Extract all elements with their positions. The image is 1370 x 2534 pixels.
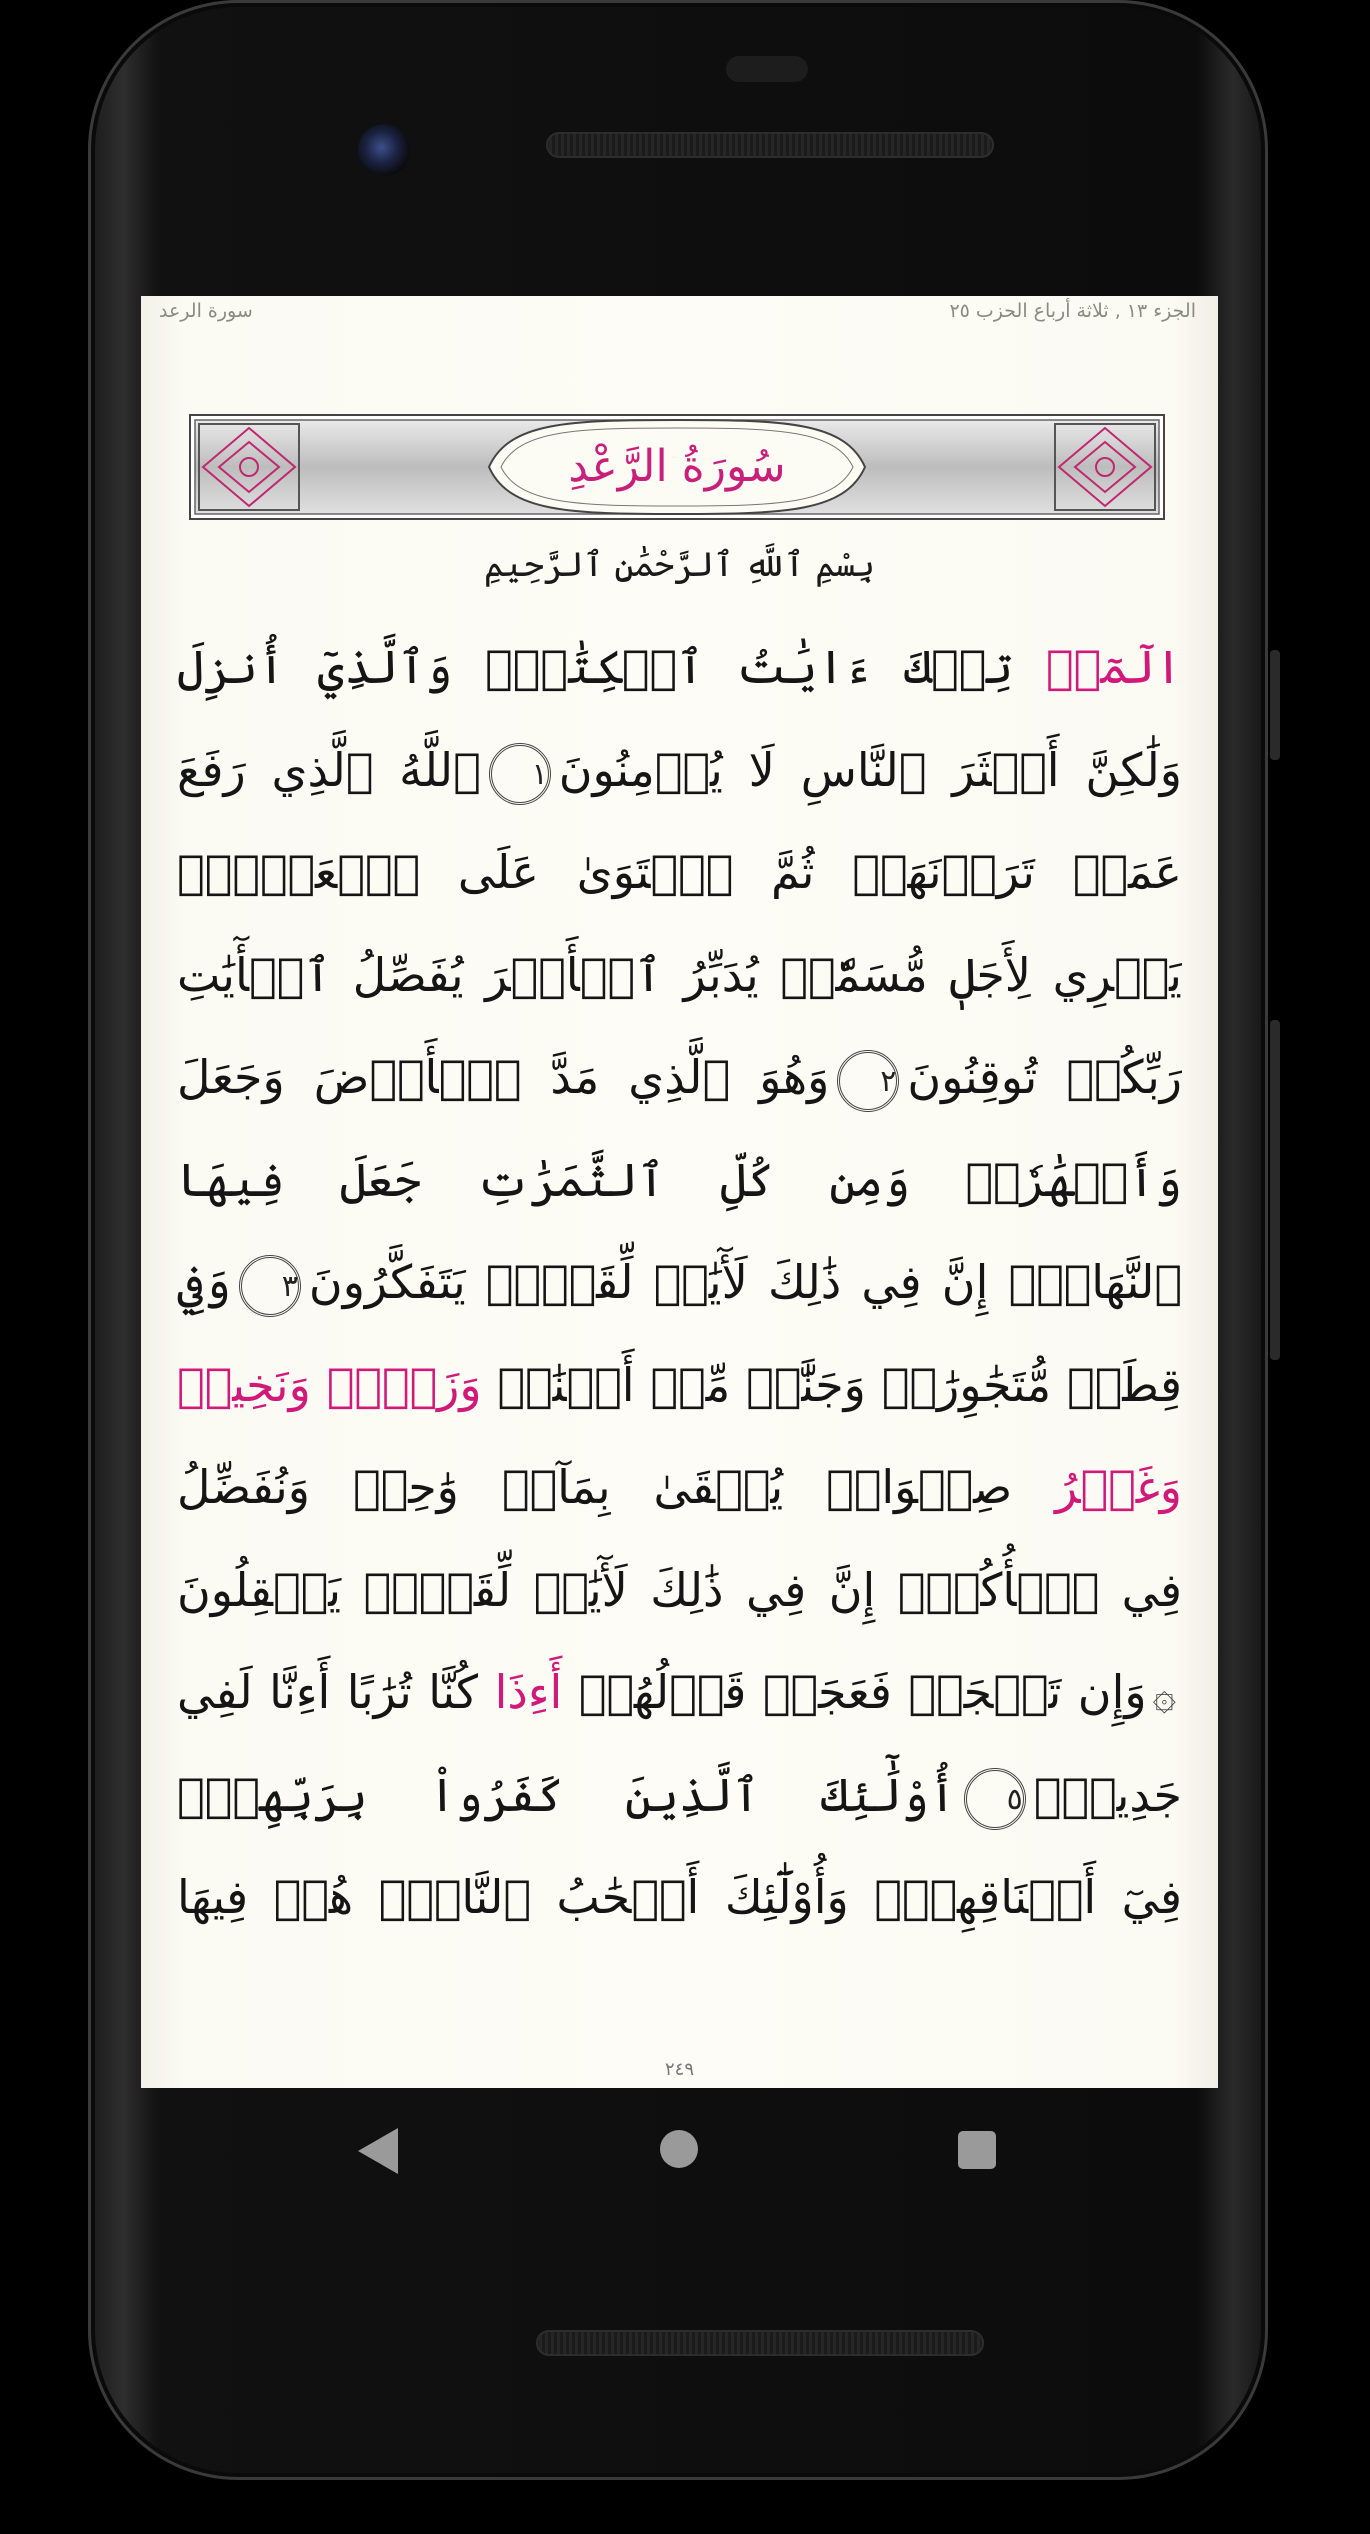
verse-line[interactable]: جَدِيدٍۗ٥أُوْلَٰٓئِكَ ٱلَّذِينَ كَفَرُواْ بِرَبِّهِمۡۖ — [177, 1744, 1182, 1847]
juz-info-header: الجزء ١٣ , ثلاثة أرباع الحزب ٢٥ — [949, 300, 1196, 322]
top-speaker-grille — [546, 132, 994, 158]
quran-page[interactable] — [141, 296, 1218, 2088]
power-button — [1270, 650, 1280, 760]
square-recents-icon[interactable] — [958, 2131, 996, 2169]
verse-lines — [177, 616, 1182, 1949]
earpiece — [726, 56, 808, 82]
verse-line[interactable]: فِيٓ أَعۡنَاقِهِمۡۖ وَأُوْلَٰٓئِكَ أَصۡحَٰبُ ٱلنَّارِۖ هُمۡ فِيهَا — [177, 1846, 1182, 1949]
surah-title: سُورَةُ الرَّعْدِ — [568, 441, 786, 492]
rub-el-hizb-icon: ۞ — [1152, 1672, 1176, 1719]
verse-line[interactable]: وَأَنۡهَٰرٗاۖ وَمِن كُلِّ ٱلثَّمَرَٰتِ جَعَلَ فِيهَا — [177, 1152, 1182, 1207]
ayah-number-marker[interactable]: ٢ — [837, 1050, 899, 1112]
bottom-speaker-grille — [536, 2330, 984, 2356]
ayah-number-marker[interactable]: ٣ — [239, 1255, 301, 1317]
surah-name-header: سورة الرعد — [159, 300, 253, 322]
verse-line[interactable]: وَلَٰكِنَّ أَكۡثَرَ ٱلنَّاسِ لَا يُؤۡمِنُونَ١ٱللَّهُ ٱلَّذِي رَفَعَ — [177, 719, 1182, 822]
verse-line[interactable]: يَجۡرِي لِأَجَلٖ مُّسَمّٗىۚ يُدَبِّرُ ٱلۡأَمۡرَ يُفَصِّلُ ٱلۡأٓيَٰتِ — [177, 947, 1182, 1002]
highlighted-word[interactable]: وَغَيۡرُ — [1055, 1460, 1182, 1514]
circle-home-icon[interactable] — [660, 2130, 698, 2168]
highlighted-word[interactable]: أَءِذَا — [494, 1665, 563, 1719]
triangle-back-icon[interactable] — [356, 2126, 400, 2176]
verse-line[interactable]: وَغَيۡرُ صِنۡوَانٖ يُسۡقَىٰ بِمَآءٖ وَٰحِدٖ وَنُفَضِّلُ — [177, 1460, 1182, 1514]
verse-line[interactable]: قِطَعٞ مُّتَجَٰوِرَٰتٞ وَجَنَّٰتٞ مِّنۡ أَعۡنَٰبٖ وَزَرۡعٞ وَنَخِيلٞ — [177, 1334, 1182, 1437]
highlighted-word[interactable]: وَزَرۡعٞ وَنَخِيلٞ — [177, 1357, 482, 1412]
volume-rocker — [1270, 1020, 1280, 1360]
ayah-number-marker[interactable]: ١ — [489, 743, 551, 805]
verse-line[interactable]: فِي ٱلۡأُكُلِۚ إِنَّ فِي ذَٰلِكَ لَأٓيَٰتٖ لِّقَوۡمٖ يَعۡقِلُونَ — [177, 1539, 1182, 1642]
highlighted-word[interactable]: الٓمٓرۚ — [1045, 640, 1182, 694]
verse-line[interactable]: الٓمٓرۚ تِلۡكَ ءَايَٰتُ ٱلۡكِتَٰبِۗ وَٱلَّذِيٓ أُنزِلَ — [177, 640, 1182, 694]
verse-line[interactable]: ٱلنَّهَارَۚ إِنَّ فِي ذَٰلِكَ لَأٓيَٰتٖ لِّقَوۡمٖ يَتَفَكَّرُونَ٣وَفِي — [177, 1231, 1182, 1334]
ayah-number-marker[interactable]: ٥ — [964, 1768, 1026, 1830]
page-number: ٢٤٩ — [664, 2059, 694, 2080]
verse-line[interactable]: رَبِّكُمۡ تُوقِنُونَ٢وَهُوَ ٱلَّذِي مَدَّ ٱلۡأَرۡضَ وَجَعَلَ — [177, 1026, 1182, 1129]
verse-line[interactable]: عَمَدٖ تَرَوۡنَهَاۖ ثُمَّ ٱسۡتَوَىٰ عَلَى ٱلۡعَرۡشِۖ — [177, 845, 1182, 899]
basmala: بِسْمِ ٱللَّهِ ٱلرَّحْمَٰنِ ٱلرَّحِيمِ — [483, 545, 876, 585]
front-camera — [358, 124, 410, 176]
verse-line[interactable]: ۞وَإِن تَعۡجَبۡ فَعَجَبٞ قَوۡلُهُمۡ أَءِذَا كُنَّا تُرَٰبًا أَءِنَّا لَفِي — [177, 1641, 1182, 1744]
